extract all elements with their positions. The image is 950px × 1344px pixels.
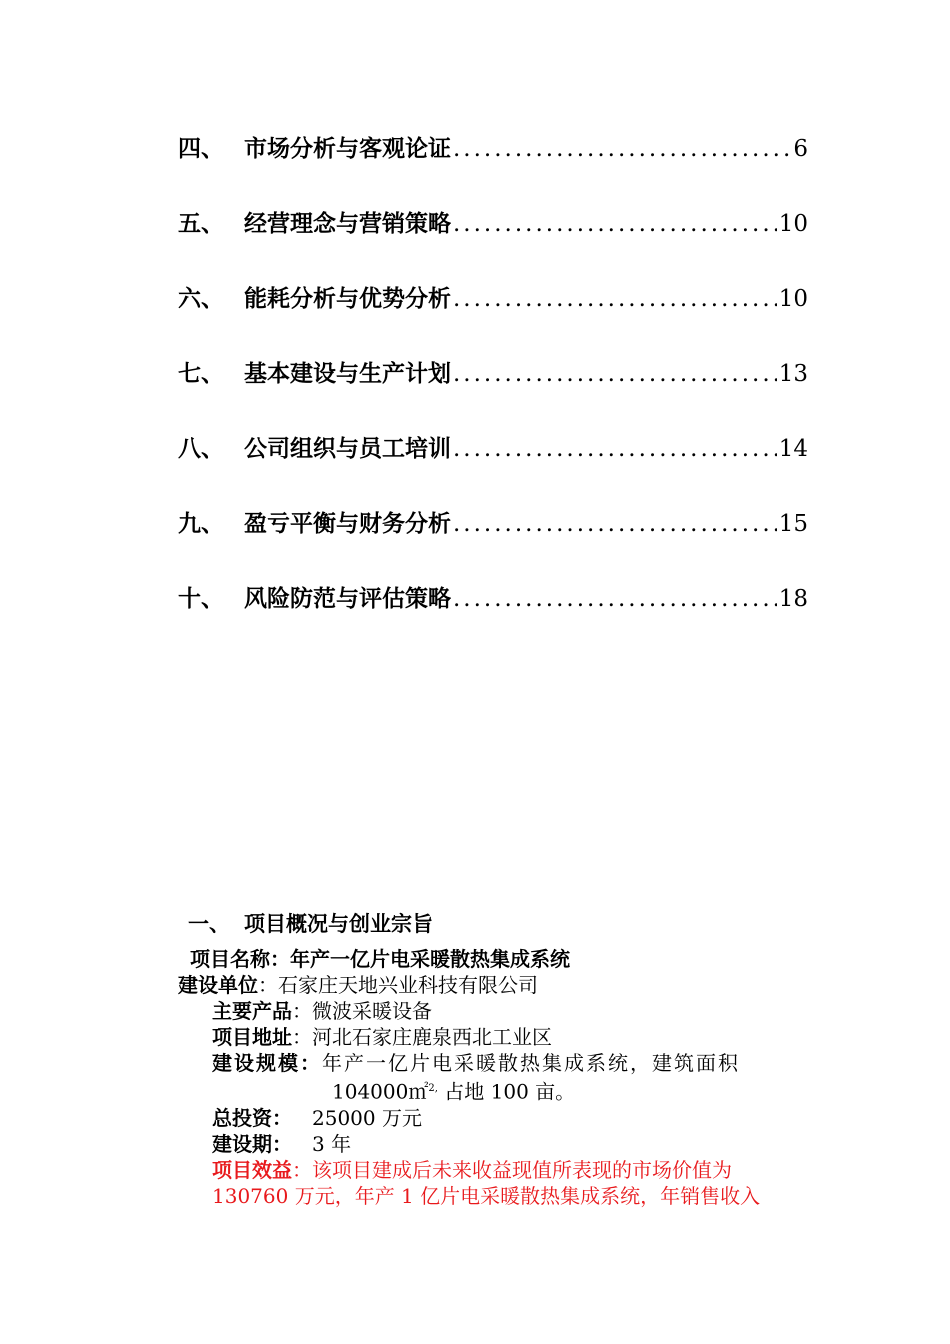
period-value: 3 年 bbox=[312, 1131, 352, 1156]
toc-page: 6 bbox=[793, 136, 808, 162]
scale-land: 占地 100 亩。 bbox=[437, 1079, 576, 1104]
toc-leader bbox=[453, 361, 777, 387]
toc-leader bbox=[453, 586, 777, 612]
investment-value: 25000 万元 bbox=[312, 1105, 422, 1130]
address-value: ：河北石家庄鹿泉西北工业区 bbox=[292, 1025, 552, 1049]
toc-number: 十、 bbox=[178, 585, 224, 612]
product-label: 主要产品 bbox=[212, 999, 292, 1023]
period-line bbox=[178, 1131, 808, 1157]
toc-leader bbox=[453, 436, 777, 462]
toc-entry[interactable] bbox=[178, 580, 808, 655]
toc-entry[interactable] bbox=[178, 505, 808, 580]
address-line bbox=[178, 1024, 808, 1050]
table-of-contents bbox=[178, 130, 808, 655]
toc-number: 九、 bbox=[178, 510, 224, 537]
toc-number: 六、 bbox=[178, 285, 224, 312]
toc-title: 能耗分析与优势分析 bbox=[244, 285, 451, 312]
toc-title: 经营理念与营销策略 bbox=[244, 210, 451, 237]
unit-label: 建设单位 bbox=[178, 973, 258, 997]
unit-line bbox=[178, 972, 808, 998]
scale-area: 104000㎡ bbox=[332, 1079, 429, 1104]
toc-number: 四、 bbox=[178, 135, 224, 162]
toc-number: 五、 bbox=[178, 210, 224, 237]
toc-page: 14 bbox=[778, 436, 808, 462]
toc-number: 七、 bbox=[178, 360, 224, 387]
product-line bbox=[178, 998, 808, 1024]
toc-page: 15 bbox=[778, 511, 808, 537]
benefit-line bbox=[178, 1157, 808, 1183]
scale-line-2 bbox=[178, 1076, 808, 1105]
toc-leader bbox=[453, 211, 777, 237]
toc-leader bbox=[453, 286, 777, 312]
scale-label: 建设规模： bbox=[212, 1051, 322, 1075]
toc-title: 市场分析与客观论证 bbox=[244, 135, 451, 162]
toc-page: 10 bbox=[778, 211, 808, 237]
toc-number: 八、 bbox=[178, 435, 224, 462]
toc-entry[interactable] bbox=[178, 130, 808, 205]
toc-entry[interactable] bbox=[178, 355, 808, 430]
toc-page: 13 bbox=[778, 361, 808, 387]
section-title: 项目概况与创业宗旨 bbox=[244, 911, 433, 936]
benefit-line-2 bbox=[178, 1183, 808, 1209]
project-name-line bbox=[178, 946, 808, 972]
toc-leader bbox=[453, 136, 791, 162]
project-overview-section bbox=[178, 908, 808, 1209]
toc-leader bbox=[453, 511, 777, 537]
benefit-value-2: 130760 万元，年产 1 亿片电采暖散热集成系统，年销售收入 bbox=[212, 1183, 761, 1208]
investment-line bbox=[178, 1105, 808, 1131]
section-heading bbox=[188, 908, 808, 946]
unit-value: ：石家庄天地兴业科技有限公司 bbox=[258, 973, 538, 997]
toc-entry[interactable] bbox=[178, 205, 808, 280]
period-label: 建设期： bbox=[212, 1131, 292, 1156]
section-number: 一、 bbox=[188, 911, 230, 936]
benefit-label: 项目效益 bbox=[212, 1157, 292, 1182]
scale-line bbox=[178, 1050, 808, 1076]
toc-title: 风险防范与评估策略 bbox=[244, 585, 451, 612]
toc-page: 10 bbox=[778, 286, 808, 312]
investment-label: 总投资： bbox=[212, 1105, 292, 1130]
scale-sup: 2, bbox=[428, 1083, 438, 1094]
address-label: 项目地址 bbox=[212, 1025, 292, 1049]
toc-page: 18 bbox=[778, 586, 808, 612]
benefit-value: ：该项目建成后未来收益现值所表现的市场价值为 bbox=[292, 1157, 732, 1182]
toc-title: 盈亏平衡与财务分析 bbox=[244, 510, 451, 537]
toc-title: 基本建设与生产计划 bbox=[244, 360, 451, 387]
toc-title: 公司组织与员工培训 bbox=[244, 435, 451, 462]
project-name-label: 项目名称： bbox=[190, 947, 290, 971]
toc-entry[interactable] bbox=[178, 430, 808, 505]
product-value: ：微波采暖设备 bbox=[292, 999, 432, 1023]
scale-value: 年产一亿片电采暖散热集成系统，建筑面积 bbox=[322, 1051, 740, 1075]
project-name-value: 年产一亿片电采暖散热集成系统 bbox=[290, 947, 570, 971]
toc-entry[interactable] bbox=[178, 280, 808, 355]
